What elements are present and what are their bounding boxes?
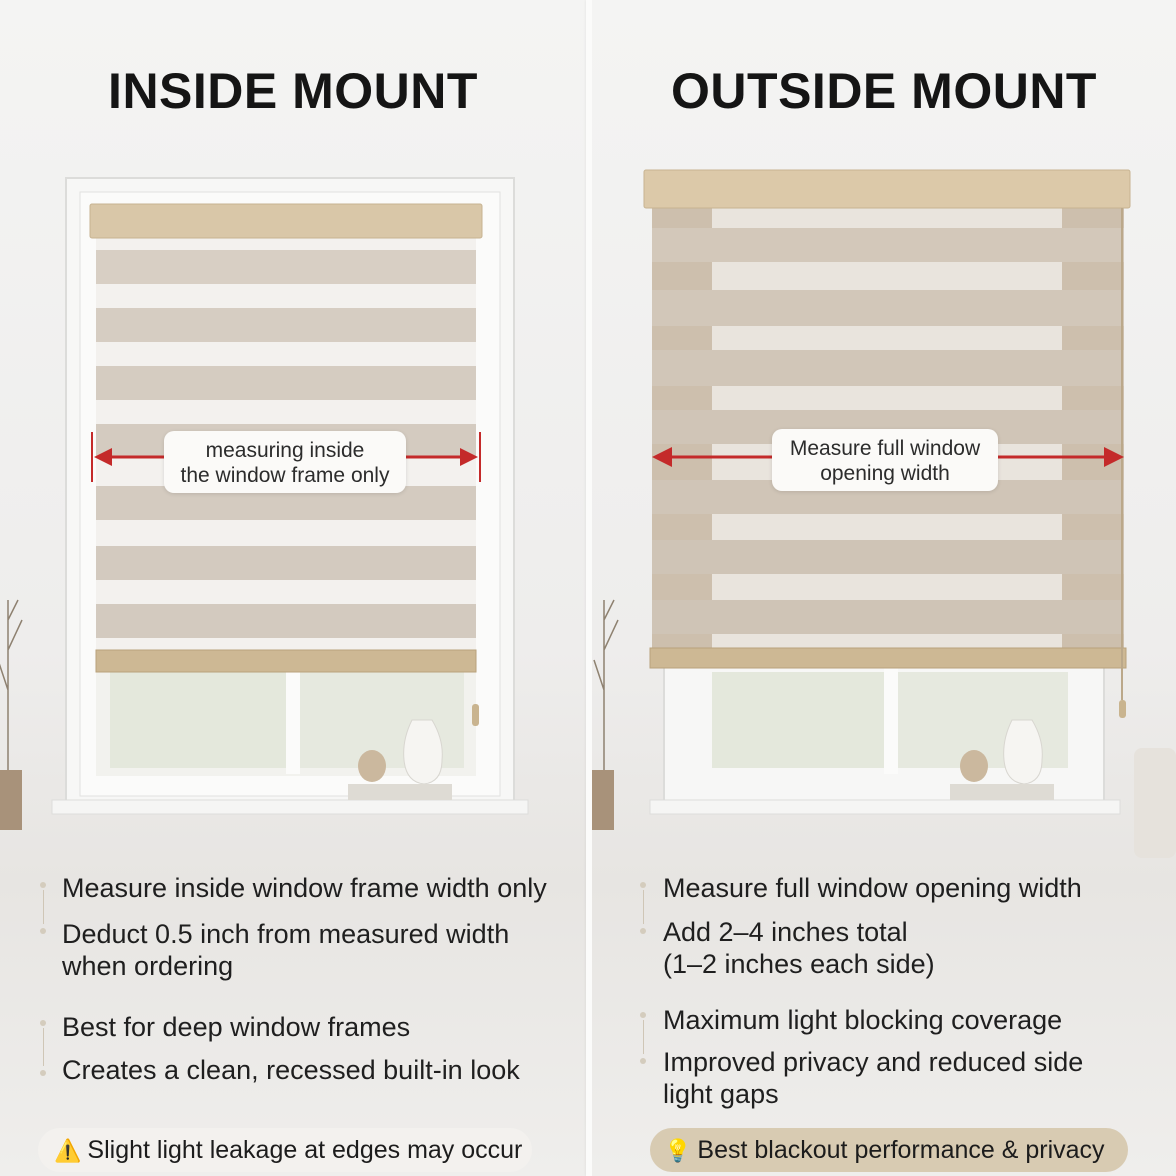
window-mullion: [884, 668, 898, 774]
inside-mount-window-illustration: [0, 0, 586, 860]
bullet-item-continuation: light gaps: [663, 1079, 779, 1109]
measure-callout: [164, 431, 406, 493]
lower-pane-left: [110, 672, 286, 768]
plant-decoration: [594, 600, 618, 780]
callout-line-1: measuring inside: [205, 439, 365, 462]
warning-icon: ⚠️: [54, 1138, 82, 1163]
side-table: [0, 770, 22, 830]
inside-mount-panel: [0, 0, 586, 1176]
light-leakage-note: [38, 1128, 532, 1172]
bottom-rail: [650, 648, 1126, 668]
plant-decoration: [0, 600, 22, 780]
bullet-item: Measure full window opening width: [663, 873, 1082, 903]
callout-line-2: the window frame only: [180, 464, 390, 487]
books: [950, 784, 1054, 800]
vase-small: [358, 750, 386, 782]
bullet-item: Maximum light blocking coverage: [663, 1005, 1063, 1035]
window-sill: [52, 800, 528, 814]
bullet-item: Deduct 0.5 inch from measured width: [62, 919, 510, 949]
bullet-item: Improved privacy and reduced side: [663, 1047, 1084, 1077]
callout-line-2: opening width: [820, 462, 950, 485]
callout-line-1: Measure full window: [789, 437, 981, 460]
outside-mount-panel: [592, 0, 1176, 1176]
note-text: Slight light leakage at edges may occur: [87, 1136, 523, 1164]
bullet-item: Measure inside window frame width only: [62, 873, 547, 903]
window-mullion: [286, 668, 300, 774]
outside-mount-title: OUTSIDE MOUNT: [671, 63, 1097, 119]
bullet-item: Creates a clean, recessed built-in look: [62, 1055, 520, 1085]
blackout-performance-note: [650, 1128, 1128, 1172]
bullet-item-continuation: (1–2 inches each side): [663, 949, 935, 979]
armchair: [1134, 748, 1176, 858]
chain-pull: [472, 704, 479, 726]
side-table: [592, 770, 614, 830]
lower-pane-left: [712, 672, 884, 768]
bottom-rail: [96, 650, 476, 672]
vase-white: [1004, 720, 1043, 784]
window-sill: [650, 800, 1120, 814]
note-text: Best blackout performance & privacy: [697, 1136, 1105, 1164]
cassette-headrail: [644, 170, 1130, 208]
inside-mount-title: INSIDE MOUNT: [108, 63, 478, 119]
bullet-item: Add 2–4 inches total: [663, 917, 908, 947]
vase-small: [960, 750, 988, 782]
vase-white: [404, 720, 443, 784]
cassette-headrail: [90, 204, 482, 238]
books: [348, 784, 452, 800]
lightbulb-icon: 💡: [664, 1138, 692, 1163]
measure-callout: [772, 429, 998, 491]
chain-pull: [1119, 700, 1126, 718]
bullet-item: Best for deep window frames: [62, 1012, 411, 1042]
bullet-item-continuation: when ordering: [62, 951, 234, 981]
